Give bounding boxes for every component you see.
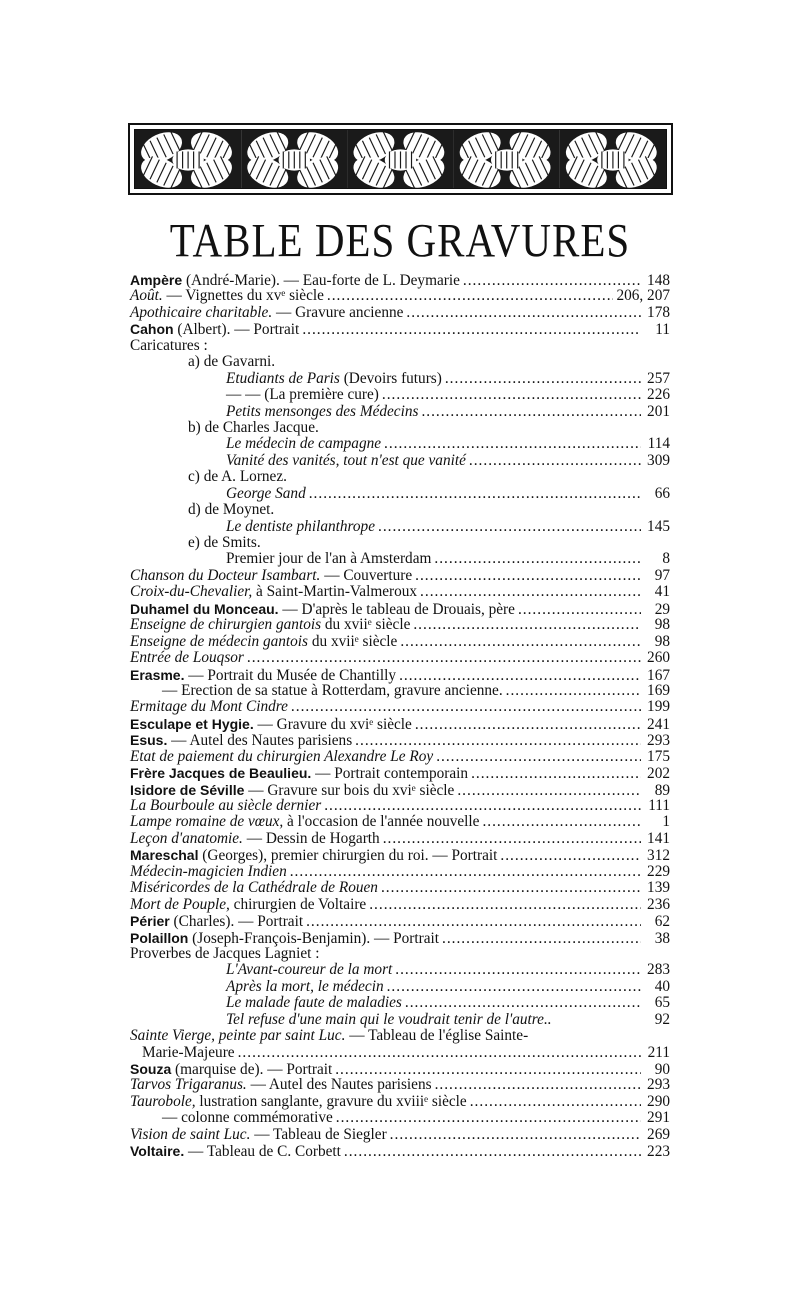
toc-entry: [130, 354, 670, 370]
toc-entry: [130, 979, 670, 995]
toc-entry-text: [226, 1012, 552, 1028]
dot-leader: [369, 897, 641, 913]
entry-description: L'Avant-coureur de la mort: [226, 961, 393, 979]
page-number: 206, 207: [616, 287, 670, 305]
dot-leader: [469, 453, 641, 469]
toc-entry: [130, 288, 670, 304]
entry-description: b) de Charles Jacque.: [188, 418, 319, 436]
entry-heading: Périer: [130, 913, 170, 930]
dot-leader: [306, 914, 641, 930]
entry-description: Leçon d'anatomie.: [130, 829, 243, 847]
page-number: 139: [647, 879, 670, 897]
dot-leader: [382, 387, 641, 403]
dot-leader: [413, 617, 641, 633]
entry-heading: Esus.: [130, 732, 168, 749]
dot-leader: [442, 931, 641, 947]
toc-entry: [130, 519, 670, 535]
entry-description: du xviiᵉ siècle: [321, 616, 411, 634]
page-number: 236: [647, 895, 670, 913]
entry-description: Proverbes de Jacques Lagniet :: [130, 944, 320, 962]
page-number: 98: [654, 616, 670, 634]
page-number: 8: [662, 550, 670, 568]
entry-description: Enseigne de médecin gantois: [130, 632, 308, 650]
leaf-motif-icon: [347, 130, 453, 188]
page-number: 11: [655, 321, 670, 339]
toc-entry: [130, 1012, 670, 1028]
entry-description: — — (La première cure): [226, 386, 379, 404]
toc-entry: [130, 1143, 670, 1159]
entry-description: Ermitage du Mont Cindre: [130, 698, 288, 716]
entry-description: — Gravure du xviᵉ siècle: [253, 715, 412, 733]
leaf-motif-icon: [241, 130, 347, 188]
dot-leader: [378, 519, 641, 535]
page-number: 169: [647, 681, 670, 699]
dot-leader: [421, 404, 641, 420]
entry-heading: Erasme.: [130, 666, 185, 683]
page-number: 40: [654, 977, 670, 995]
toc-entry: [130, 1110, 670, 1126]
entry-description: Premier jour de l'an à Amsterdam: [226, 550, 432, 568]
toc-entry: [130, 1127, 670, 1143]
toc-entry: [130, 420, 670, 436]
page-number: 38: [654, 929, 670, 947]
entry-description: Vanité des vanités, tout n'est que vanité: [226, 451, 466, 469]
toc-entry: [130, 551, 670, 567]
toc-entry-text: [142, 1045, 235, 1061]
page-title: TABLE DES GRAVURES: [169, 214, 631, 268]
entry-description: e) de Smits.: [188, 534, 261, 551]
toc-entry-text: [130, 1028, 528, 1044]
entry-description: (Georges), premier chirurgien du roi. — Portrait: [198, 847, 498, 865]
entry-heading: Polaillon: [130, 929, 189, 946]
dot-leader: [247, 650, 641, 666]
entry-description: (André-Marie). — Eau-forte de L. Deymarie: [182, 272, 460, 289]
toc-entry: [130, 568, 670, 584]
page-number: 309: [647, 451, 670, 469]
dot-leader: [470, 1094, 641, 1110]
entry-description: Entrée de Louqsor: [130, 649, 244, 667]
toc-entry: [130, 716, 670, 732]
toc-entry-text: [130, 897, 366, 913]
entry-description: Etudiants de Paris: [226, 369, 340, 387]
dot-leader: [324, 798, 641, 814]
toc-entry: [130, 732, 670, 748]
toc-entry-text: [226, 436, 381, 452]
toc-entry-text: [226, 404, 418, 420]
toc-entry-text: [130, 584, 417, 600]
toc-entry-text: [130, 946, 319, 962]
page-number: 65: [654, 994, 670, 1012]
toc-entry-text: [130, 880, 378, 896]
page-number: 111: [648, 797, 670, 814]
entry-heading: Souza: [130, 1061, 172, 1077]
toc-entry-text: [162, 683, 503, 699]
page-number: 62: [654, 913, 670, 931]
toc-entry-text: [226, 371, 442, 387]
entry-description: d) de Moynet.: [188, 501, 275, 519]
toc-entry: [130, 864, 670, 880]
toc-entry: [130, 338, 670, 354]
page-number: 66: [654, 484, 670, 502]
toc-entry: [130, 897, 670, 913]
entry-description: (Devoirs futurs): [339, 369, 442, 387]
toc-entry: [130, 650, 670, 666]
entry-description: Caricatures :: [130, 336, 208, 354]
toc-entry: [130, 601, 670, 617]
toc-entry: [130, 535, 670, 551]
page-number: 290: [647, 1092, 670, 1110]
page-number: 90: [654, 1061, 670, 1078]
toc-entry: [130, 1077, 670, 1093]
entry-description: — Portrait contemporain: [311, 765, 469, 783]
toc-entry: [130, 1061, 670, 1077]
toc-entry-text: [188, 535, 261, 551]
entry-description: Chanson du Docteur Isambart.: [130, 566, 321, 584]
dot-leader: [463, 273, 641, 289]
page-number: 229: [647, 862, 670, 880]
entry-description: Tarvos Trigaranus.: [130, 1076, 247, 1094]
dot-leader: [302, 322, 641, 338]
entry-description: Août.: [130, 287, 163, 305]
toc-entry-text: [188, 469, 287, 485]
dot-leader: [327, 288, 614, 304]
entry-description: Croix-du-Chevalier,: [130, 583, 253, 601]
toc-entry-text: [130, 650, 244, 666]
entry-description: — Couverture: [320, 566, 413, 584]
page-number: 145: [647, 517, 670, 535]
page-number: 141: [647, 829, 670, 847]
page-number: 283: [647, 961, 670, 979]
entry-description: George Sand: [226, 484, 306, 502]
table-of-engravings: [130, 272, 670, 1160]
entry-description: (Joseph-François-Benjamin). — Portrait: [188, 929, 439, 947]
toc-entry-text: [226, 995, 402, 1011]
toc-entry: [130, 469, 670, 485]
dot-leader: [500, 848, 641, 864]
dot-leader: [445, 371, 641, 387]
toc-entry-text: [226, 962, 392, 978]
toc-entry: [130, 371, 670, 387]
entry-description: — Tableau de Siegler: [250, 1125, 387, 1143]
toc-entry: [130, 436, 670, 452]
toc-entry: [130, 831, 670, 847]
toc-entry-text: [130, 617, 410, 633]
page-number: 257: [647, 369, 670, 387]
page-number: 167: [647, 666, 670, 684]
toc-entry-text: [130, 814, 479, 830]
entry-description: — Dessin de Hogarth: [242, 829, 380, 847]
dot-leader: [309, 486, 641, 502]
toc-entry-text: [130, 305, 403, 321]
toc-entry: [130, 847, 670, 863]
toc-entry: [130, 634, 670, 650]
entry-description: à l'occasion de l'année nouvelle: [283, 813, 480, 831]
dot-leader: [415, 568, 641, 584]
entry-description: — Tableau de C. Corbett: [184, 1143, 341, 1161]
entry-description: a) de Gavarni.: [188, 353, 276, 371]
page-number: 226: [647, 386, 670, 404]
toc-entry-text: [188, 420, 319, 436]
page-number: 291: [647, 1109, 670, 1127]
dot-leader: [434, 551, 641, 567]
entry-description: lustration sanglante, gravure du xviiiᵉ siècle: [195, 1092, 467, 1110]
dot-leader: [344, 1144, 641, 1160]
page-number: 114: [647, 435, 670, 453]
page-number: 97: [654, 566, 670, 584]
entry-heading: Esculape et Hygie.: [130, 715, 254, 732]
entry-description: Lampe romaine de vœux,: [130, 813, 284, 831]
dot-leader: [415, 717, 641, 733]
dot-leader: [506, 683, 641, 699]
dot-leader: [471, 766, 641, 782]
entry-description: — Vignettes du xvᵉ siècle: [162, 287, 324, 305]
page-number: 269: [647, 1125, 670, 1143]
toc-entry: [130, 486, 670, 502]
dot-leader: [435, 1077, 641, 1093]
entry-heading: Voltaire.: [130, 1143, 185, 1160]
toc-entry: [130, 667, 670, 683]
entry-description: (Albert). — Portrait: [173, 321, 300, 339]
entry-description: Tel refuse d'une main qui le voudrait tenir de l'autre..: [226, 1010, 552, 1028]
toc-entry-text: [188, 354, 275, 370]
toc-entry: [130, 962, 670, 978]
entry-description: — Portrait du Musée de Chantilly: [184, 666, 397, 684]
entry-description: Mort de Pouple,: [130, 895, 230, 913]
entry-heading: Ampère: [130, 272, 183, 288]
toc-entry: [130, 1094, 670, 1110]
dot-leader: [290, 864, 641, 880]
toc-entry: [130, 1045, 670, 1061]
leaf-motif-icon: [454, 130, 560, 188]
page-number: 98: [654, 632, 670, 650]
toc-entry: [130, 946, 670, 962]
entry-heading: Cahon: [130, 321, 174, 338]
toc-entry-text: [130, 765, 468, 782]
entry-description: Sainte Vierge, peinte par saint Luc.: [130, 1027, 346, 1045]
entry-description: du xviiᵉ siècle: [308, 632, 398, 650]
toc-entry: [130, 1028, 670, 1044]
page-number: 178: [647, 303, 670, 321]
toc-entry-text: [162, 1110, 333, 1126]
page-number: 293: [647, 1076, 670, 1094]
entry-description: Le médecin de campagne: [226, 435, 382, 453]
page-number: 92: [654, 1010, 670, 1028]
entry-description: à Saint-Martin-Valmeroux: [252, 583, 418, 601]
entry-description: — D'après le tableau de Drouais, père: [278, 600, 515, 618]
toc-entry: [130, 880, 670, 896]
dot-leader: [457, 783, 641, 799]
entry-description: La Bourboule au siècle dernier: [130, 797, 322, 814]
leaf-ornament-icon: [135, 130, 666, 188]
toc-entry-text: [188, 502, 274, 518]
dot-leader: [336, 1110, 641, 1126]
toc-entry-text: [130, 699, 288, 715]
toc-entry-text: [130, 1143, 341, 1160]
toc-entry: [130, 814, 670, 830]
toc-entry-text: [130, 798, 321, 814]
entry-description: Vision de saint Luc.: [130, 1125, 251, 1143]
toc-entry-text: [226, 453, 466, 469]
entry-description: Après la mort, le médecin: [226, 977, 384, 995]
toc-entry: [130, 930, 670, 946]
entry-description: (marquise de). — Portrait: [171, 1061, 333, 1078]
entry-description: Le dentiste philanthrope: [226, 517, 375, 535]
page-number: 312: [647, 847, 670, 865]
toc-entry: [130, 453, 670, 469]
entry-description: Miséricordes de la Cathédrale de Rouen: [130, 879, 378, 897]
dot-leader: [387, 979, 641, 995]
dot-leader: [420, 584, 641, 600]
entry-description: Petits mensonges des Médecins: [226, 402, 419, 420]
dot-leader: [405, 995, 641, 1011]
dot-leader: [238, 1045, 641, 1061]
toc-entry-text: [130, 1127, 387, 1143]
toc-entry: [130, 387, 670, 403]
page-number: 1: [662, 813, 670, 831]
page-number: 175: [647, 747, 670, 765]
page-number: 223: [647, 1143, 670, 1161]
toc-entry-text: [130, 749, 433, 765]
page-number: 29: [654, 600, 670, 618]
entry-description: — Autel des Nautes parisiens: [246, 1076, 432, 1094]
toc-entry-text: [226, 551, 431, 567]
page-number: 293: [647, 732, 670, 750]
entry-description: — Erection de sa statue à Rotterdam, gravure ancienne.: [162, 681, 503, 699]
dot-leader: [381, 880, 641, 896]
entry-description: Le malade faute de maladies: [226, 994, 402, 1012]
entry-description: Marie-Majeure: [142, 1043, 235, 1061]
dot-leader: [482, 814, 641, 830]
toc-entry: [130, 502, 670, 518]
toc-entry: [130, 305, 670, 321]
toc-entry-text: [130, 288, 324, 304]
page-number: 260: [647, 649, 670, 667]
page-number: 199: [647, 698, 670, 716]
page-number: 202: [647, 765, 670, 783]
ornamental-banner: [128, 123, 673, 195]
toc-entry: [130, 765, 670, 781]
toc-entry: [130, 617, 670, 633]
entry-description: c) de A. Lornez.: [188, 468, 287, 486]
toc-entry: [130, 321, 670, 337]
entry-description: — Gravure ancienne: [272, 303, 404, 321]
entry-description: — colonne commémorative: [162, 1109, 333, 1127]
dot-leader: [390, 1127, 641, 1143]
entry-description: (Charles). — Portrait: [169, 913, 304, 931]
toc-entry: [130, 584, 670, 600]
entry-heading: Frère Jacques de Beaulieu.: [130, 765, 312, 782]
banner-frame: [134, 129, 667, 189]
toc-entry-text: [130, 716, 412, 733]
dot-leader: [436, 749, 641, 765]
toc-entry-text: [226, 979, 384, 995]
page-number: 89: [654, 781, 670, 799]
leaf-motif-icon: [560, 130, 666, 188]
entry-description: chirurgien de Voltaire: [229, 895, 367, 913]
dot-leader: [291, 699, 641, 715]
page-number: 41: [654, 583, 670, 601]
page-number: 201: [647, 402, 670, 420]
toc-entry: [130, 683, 670, 699]
entry-description: — Autel des Nautes parisiens: [167, 732, 353, 750]
entry-description: Médecin-magicien Indien: [130, 862, 287, 880]
dot-leader: [406, 305, 641, 321]
toc-entry-text: [130, 1094, 467, 1110]
entry-heading: Isidore de Séville: [130, 781, 245, 798]
toc-entry: [130, 699, 670, 715]
toc-entry: [130, 782, 670, 798]
toc-entry-text: [130, 864, 287, 880]
toc-entry: [130, 272, 670, 288]
toc-entry-text: [130, 338, 208, 354]
toc-entry: [130, 995, 670, 1011]
entry-description: — Tableau de l'église Sainte-: [345, 1027, 529, 1045]
dot-leader: [384, 436, 641, 452]
toc-entry-text: [226, 486, 306, 502]
entry-description: — Gravure sur bois du xviᵉ siècle: [244, 781, 455, 799]
dot-leader: [383, 831, 641, 847]
entry-description: Etat de paiement du chirurgien Alexandre Le Roy: [130, 747, 434, 765]
dot-leader: [395, 962, 641, 978]
toc-entry-text: [130, 634, 397, 650]
entry-heading: Mareschal: [130, 847, 199, 864]
entry-description: Enseigne de chirurgien gantois: [130, 616, 322, 634]
toc-entry-text: [130, 1077, 432, 1093]
toc-entry: [130, 404, 670, 420]
toc-entry: [130, 913, 670, 929]
leaf-motif-icon: [135, 130, 241, 188]
entry-description: Apothicaire charitable.: [130, 303, 273, 321]
page-number: 241: [647, 715, 670, 733]
toc-entry: [130, 749, 670, 765]
toc-entry: [130, 798, 670, 814]
toc-entry-text: [130, 831, 380, 847]
toc-entry-text: [226, 387, 379, 403]
page-number: 148: [647, 272, 670, 289]
dot-leader: [518, 602, 641, 618]
dot-leader: [400, 634, 641, 650]
entry-heading: Duhamel du Monceau.: [130, 600, 279, 617]
toc-entry-text: [130, 568, 412, 584]
page-number: 211: [647, 1043, 670, 1061]
entry-description: Taurobole,: [130, 1092, 196, 1110]
toc-entry-text: [130, 913, 303, 930]
toc-entry-text: [226, 519, 375, 535]
